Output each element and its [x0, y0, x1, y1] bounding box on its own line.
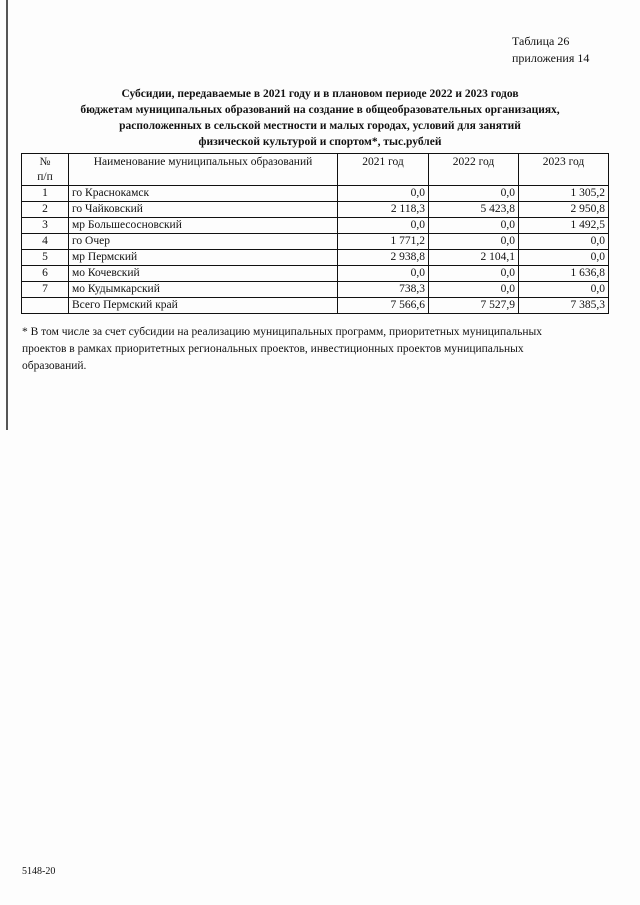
row-name: го Краснокамск: [69, 186, 338, 202]
table-reference: [512, 33, 589, 67]
row-2021: 0,0: [338, 218, 429, 234]
table-number: Таблица 26: [512, 34, 570, 48]
row-2023: 1 305,2: [519, 186, 609, 202]
title-line-2: бюджетам муниципальных образований на создание в общеобразовательных организациях,: [80, 104, 560, 116]
total-2022: 7 527,9: [429, 298, 519, 314]
row-num: 1: [22, 186, 69, 202]
row-name: мо Кудымкарский: [69, 282, 338, 298]
header-num: [22, 154, 69, 186]
table-total-row: [22, 298, 609, 314]
footnote-line-2: проектов в рамках приоритетных региональных проектов, инвестиционных проектов муниципальных: [22, 343, 524, 355]
appendix-number: приложения 14: [512, 51, 590, 65]
total-num: [22, 298, 69, 314]
table-row: [22, 218, 609, 234]
row-num: 5: [22, 250, 69, 266]
document-title: [40, 86, 600, 150]
row-2021: 0,0: [338, 266, 429, 282]
header-name: Наименование муниципальных образований: [69, 154, 338, 186]
title-line-1: Субсидии, передаваемые в 2021 году и в плановом периоде 2022 и 2023 годов: [121, 88, 519, 100]
row-2023: 1 492,5: [519, 218, 609, 234]
row-2021: 1 771,2: [338, 234, 429, 250]
row-2021: 738,3: [338, 282, 429, 298]
row-2021: 0,0: [338, 186, 429, 202]
row-2022: 2 104,1: [429, 250, 519, 266]
total-name: Всего Пермский край: [69, 298, 338, 314]
row-num: 3: [22, 218, 69, 234]
table-row: [22, 250, 609, 266]
row-2022: 0,0: [429, 218, 519, 234]
row-name: го Очер: [69, 234, 338, 250]
header-2023: 2023 год: [519, 154, 609, 186]
row-2023: 2 950,8: [519, 202, 609, 218]
subsidies-table: [21, 153, 609, 314]
row-2022: 0,0: [429, 282, 519, 298]
table-row: [22, 234, 609, 250]
row-2022: 5 423,8: [429, 202, 519, 218]
row-2022: 0,0: [429, 234, 519, 250]
row-2021: 2 938,8: [338, 250, 429, 266]
header-num-line-1: №: [39, 156, 51, 168]
footnote-line-1: * В том числе за счет субсидии на реализацию муниципальных программ, приоритетных муниципальных: [22, 326, 543, 338]
title-line-4: физической культурой и спортом*, тыс.рублей: [198, 136, 442, 148]
table-row: [22, 266, 609, 282]
row-num: 4: [22, 234, 69, 250]
row-name: мр Большесосновский: [69, 218, 338, 234]
table-row: [22, 186, 609, 202]
footnote: [22, 324, 582, 375]
row-name: мр Пермский: [69, 250, 338, 266]
table-header-row: [22, 154, 609, 186]
table-row: [22, 202, 609, 218]
document-code: 5148-20: [22, 866, 56, 877]
row-2022: 0,0: [429, 266, 519, 282]
row-2023: 1 636,8: [519, 266, 609, 282]
header-num-line-2: п/п: [37, 171, 53, 183]
scan-edge-line: [6, 0, 8, 430]
total-2023: 7 385,3: [519, 298, 609, 314]
row-name: мо Кочевский: [69, 266, 338, 282]
row-2023: 0,0: [519, 250, 609, 266]
row-num: 6: [22, 266, 69, 282]
title-line-3: расположенных в сельской местности и малых городах, условий для занятий: [119, 120, 521, 132]
row-2022: 0,0: [429, 186, 519, 202]
header-2022: 2022 год: [429, 154, 519, 186]
row-2021: 2 118,3: [338, 202, 429, 218]
footnote-line-3: образований.: [22, 360, 87, 372]
row-name: го Чайковский: [69, 202, 338, 218]
row-num: 7: [22, 282, 69, 298]
total-2021: 7 566,6: [338, 298, 429, 314]
row-num: 2: [22, 202, 69, 218]
table-row: [22, 282, 609, 298]
header-2021: 2021 год: [338, 154, 429, 186]
row-2023: 0,0: [519, 282, 609, 298]
row-2023: 0,0: [519, 234, 609, 250]
